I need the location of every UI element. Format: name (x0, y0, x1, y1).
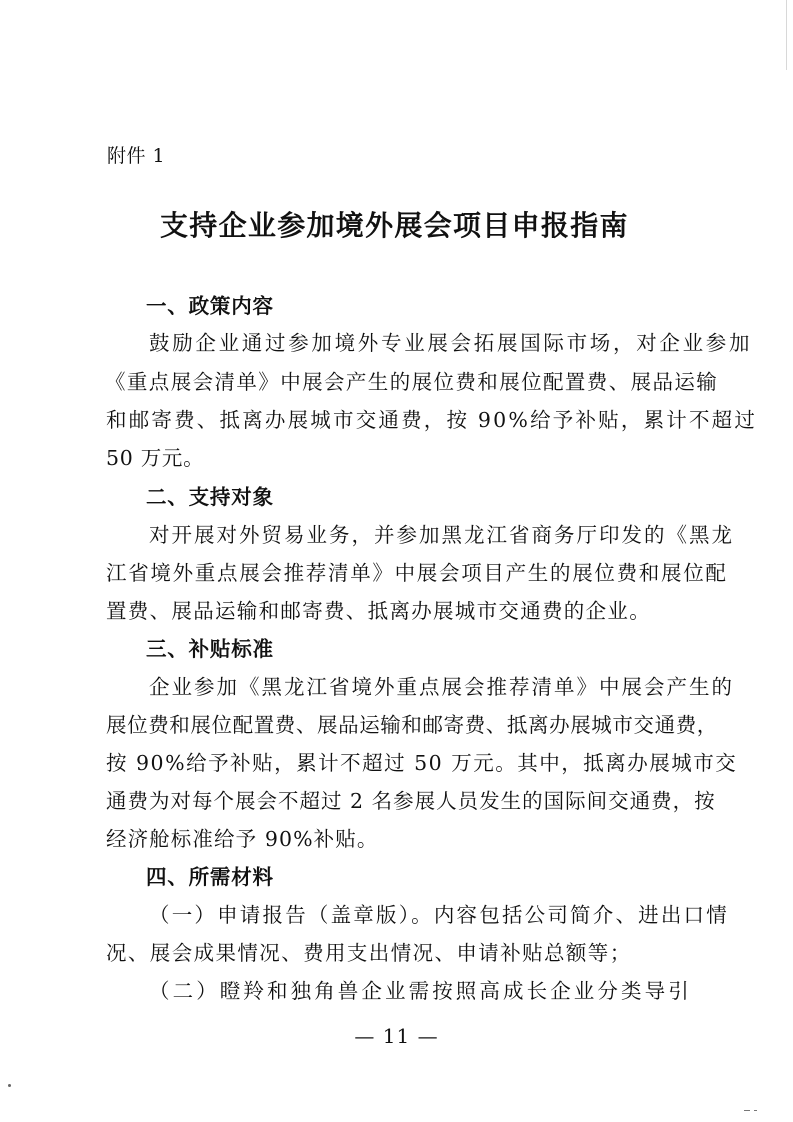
paragraph-line: 经济舱标准给予 90%补贴。 (106, 827, 379, 851)
attachment-label: 附件 1 (107, 145, 166, 167)
paragraph-line: 江省境外重点展会推荐清单》中展会项目产生的展位费和展位配 (106, 561, 728, 585)
section-heading-subsidy-standard: 三、补贴标准 (146, 637, 274, 661)
paragraph-line: 《重点展会清单》中展会产生的展位费和展位配置费、展品运输 (105, 370, 719, 394)
paragraph-line: 按 90%给予补贴，累计不超过 50 万元。其中，抵离办展城市交 (106, 751, 738, 775)
scan-edge (786, 0, 787, 70)
section-heading-required-materials: 四、所需材料 (146, 865, 274, 889)
section-heading-support-target: 二、支持对象 (146, 485, 274, 509)
paragraph-line: 企业参加《黑龙江省境外重点展会推荐清单》中展会产生的 (149, 675, 734, 699)
paragraph-line: 对开展对外贸易业务，并参加黑龙江省商务厅印发的《黑龙 (149, 523, 734, 547)
paragraph-line: 况、展会成果情况、费用支出情况、申请补贴总额等； (106, 941, 632, 965)
scan-speck (8, 1084, 11, 1087)
scan-mark (744, 1110, 750, 1111)
paragraph-line: 置费、展品运输和邮寄费、抵离办展城市交通费的企业。 (106, 599, 651, 623)
paragraph-line: 展位费和展位配置费、展品运输和邮寄费、抵离办展城市交通费， (106, 713, 718, 737)
paragraph-line: （一）申请报告（盖章版）。内容包括公司简介、进出口情 (149, 903, 729, 927)
scan-mark (754, 1110, 757, 1111)
page-number: — 11 — (354, 1024, 439, 1048)
paragraph-line: 鼓励企业通过参加境外专业展会拓展国际市场，对企业参加 (149, 331, 753, 355)
document-title: 支持企业参加境外展会项目申报指南 (160, 209, 629, 242)
paragraph-line: 通费为对每个展会不超过 2 名参展人员发生的国际间交通费，按 (106, 789, 716, 813)
paragraph-line: 50 万元。 (106, 446, 205, 470)
paragraph-line: （二）瞪羚和独角兽企业需按照高成长企业分类导引 (149, 979, 692, 1003)
paragraph-line: 和邮寄费、抵离办展城市交通费，按 90%给予补贴，累计不超过 (106, 408, 758, 432)
section-heading-policy-content: 一、政策内容 (146, 294, 274, 318)
